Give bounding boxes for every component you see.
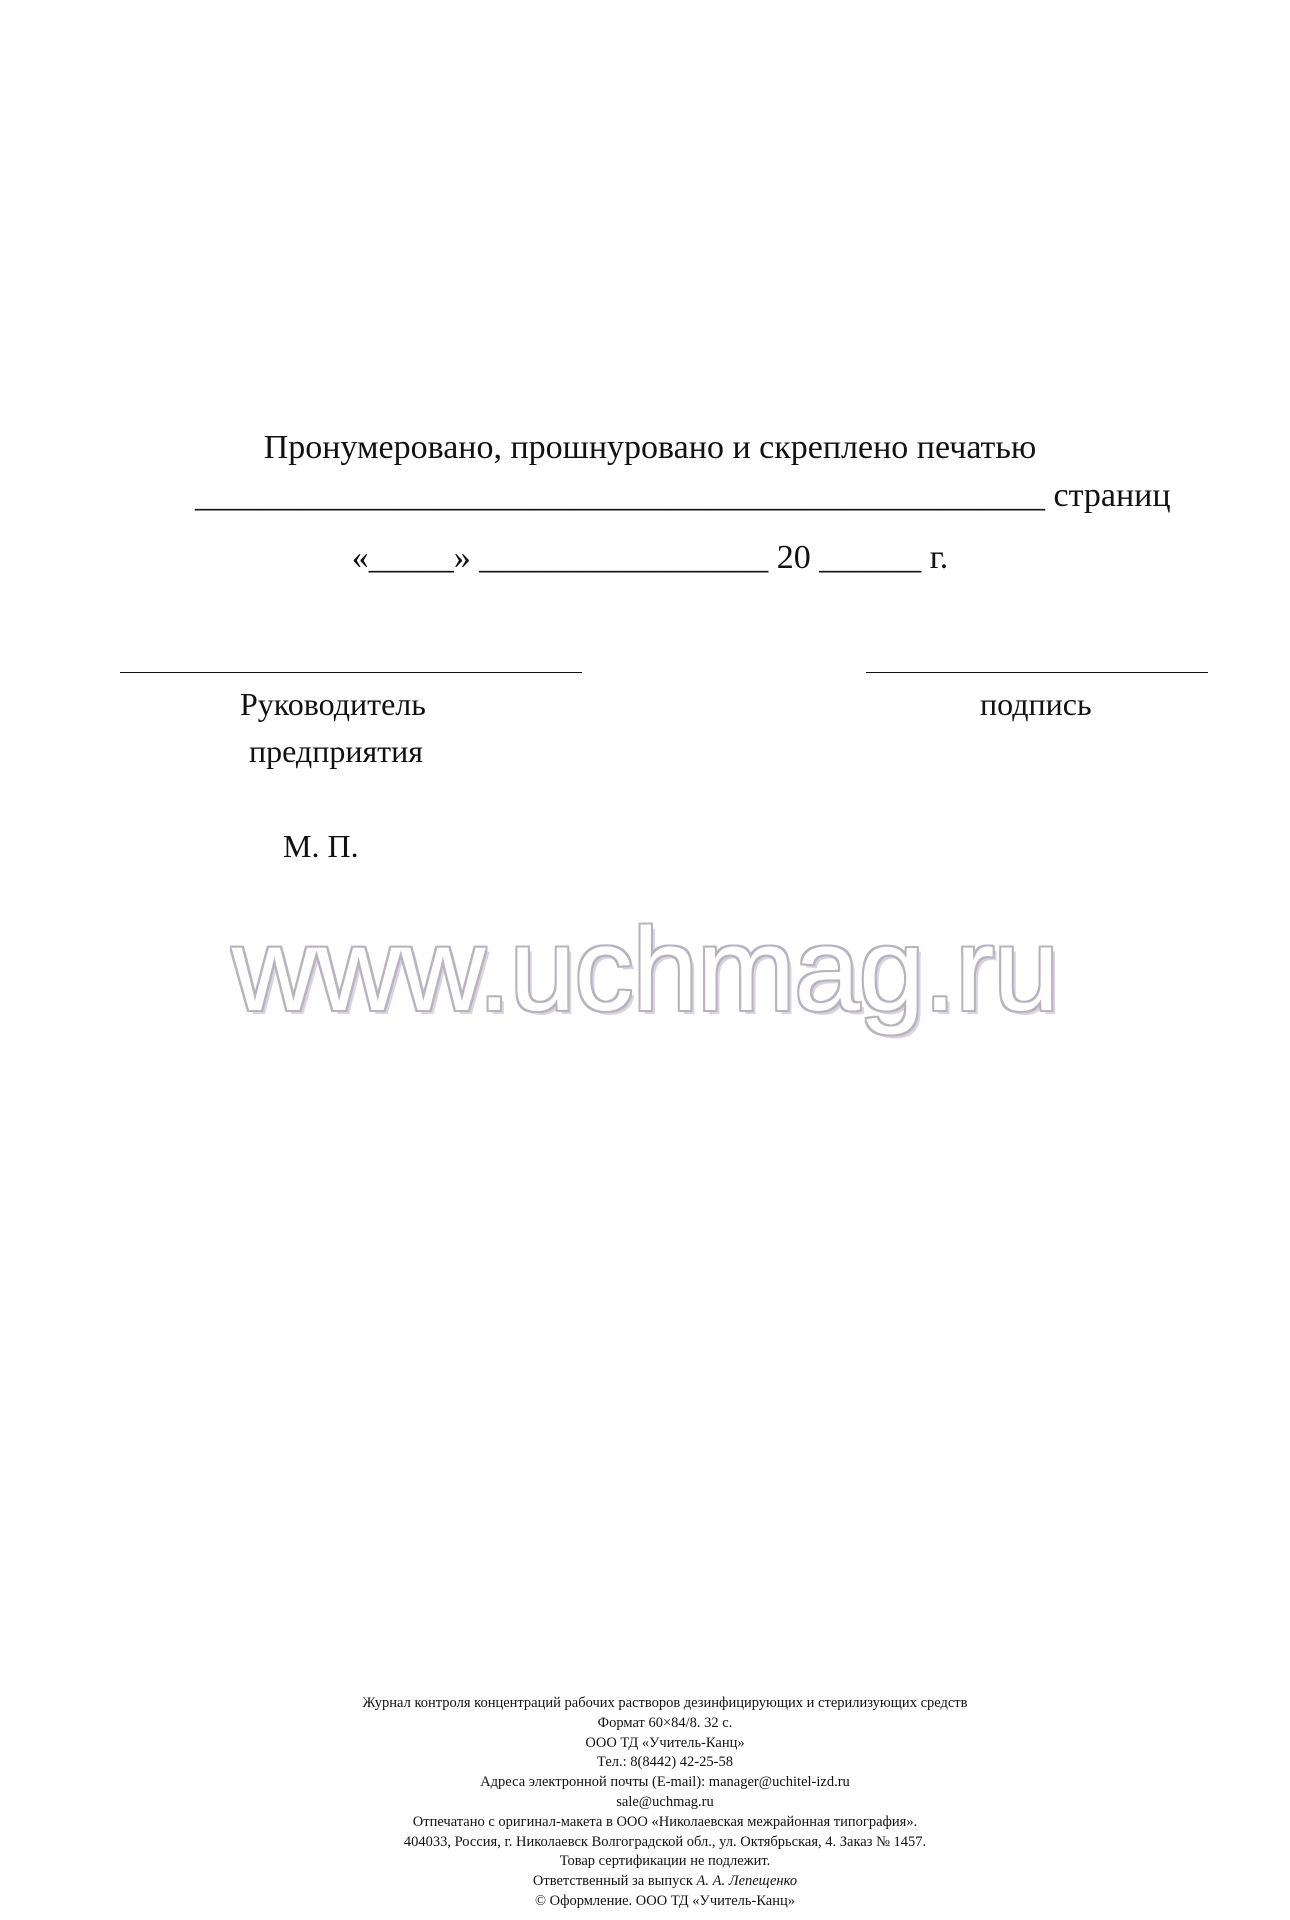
date-line: «_____» _________________ 20 ______ г. — [351, 539, 949, 576]
imprint-phone: Тел.: 8(8442) 42-25-58 — [597, 1754, 733, 1771]
signature-label: подпись — [980, 686, 1092, 722]
imprint-responsible — [40, 1872, 1290, 1892]
imprint-email-line: Адреса электронной почты (E-mail): manager@uchitel-izd.ru — [480, 1774, 850, 1791]
stamp-label: М. П. — [283, 828, 359, 864]
imprint-publisher: ООО ТД «Учитель-Канц» — [585, 1734, 745, 1751]
imprint-email-2: sale@uchmag.ru — [616, 1793, 714, 1810]
imprint-certification: Товар сертификации не подлежит. — [559, 1853, 771, 1870]
imprint-responsible-label: Ответственный за выпуск — [532, 1873, 693, 1890]
imprint-address: 404033, Россия, г. Николаевск Волгоградской обл., ул. Октябрьская, 4. Заказ № 1457. — [403, 1833, 927, 1850]
headline-text: Пронумеровано, прошнуровано и скреплено печатью — [263, 429, 1037, 466]
imprint-design: © Оформление. ООО ТД «Учитель-Канц» — [534, 1892, 796, 1909]
imprint-title: Журнал контроля концентраций рабочих растворов дезинфицирующих и стерилизующих средств — [362, 1695, 968, 1711]
imprint-printed: Отпечатано с оригинал-макета в ООО «Николаевская межрайонная типография». — [412, 1813, 918, 1830]
pages-count-line: __________________________________________________ страниц — [195, 477, 1171, 514]
imprint-block — [0, 1694, 1290, 1912]
watermark: www.uchmag.ru — [231, 904, 1059, 1036]
signature-rule — [866, 672, 1208, 673]
imprint-responsible-name: А. А. Лепещенко — [696, 1873, 798, 1890]
imprint-format: Формат 60×84/8. 32 с. — [597, 1714, 733, 1731]
head-label-line1: Руководитель — [240, 686, 426, 722]
head-label-line2: предприятия — [249, 733, 423, 769]
head-name-rule — [120, 672, 582, 673]
